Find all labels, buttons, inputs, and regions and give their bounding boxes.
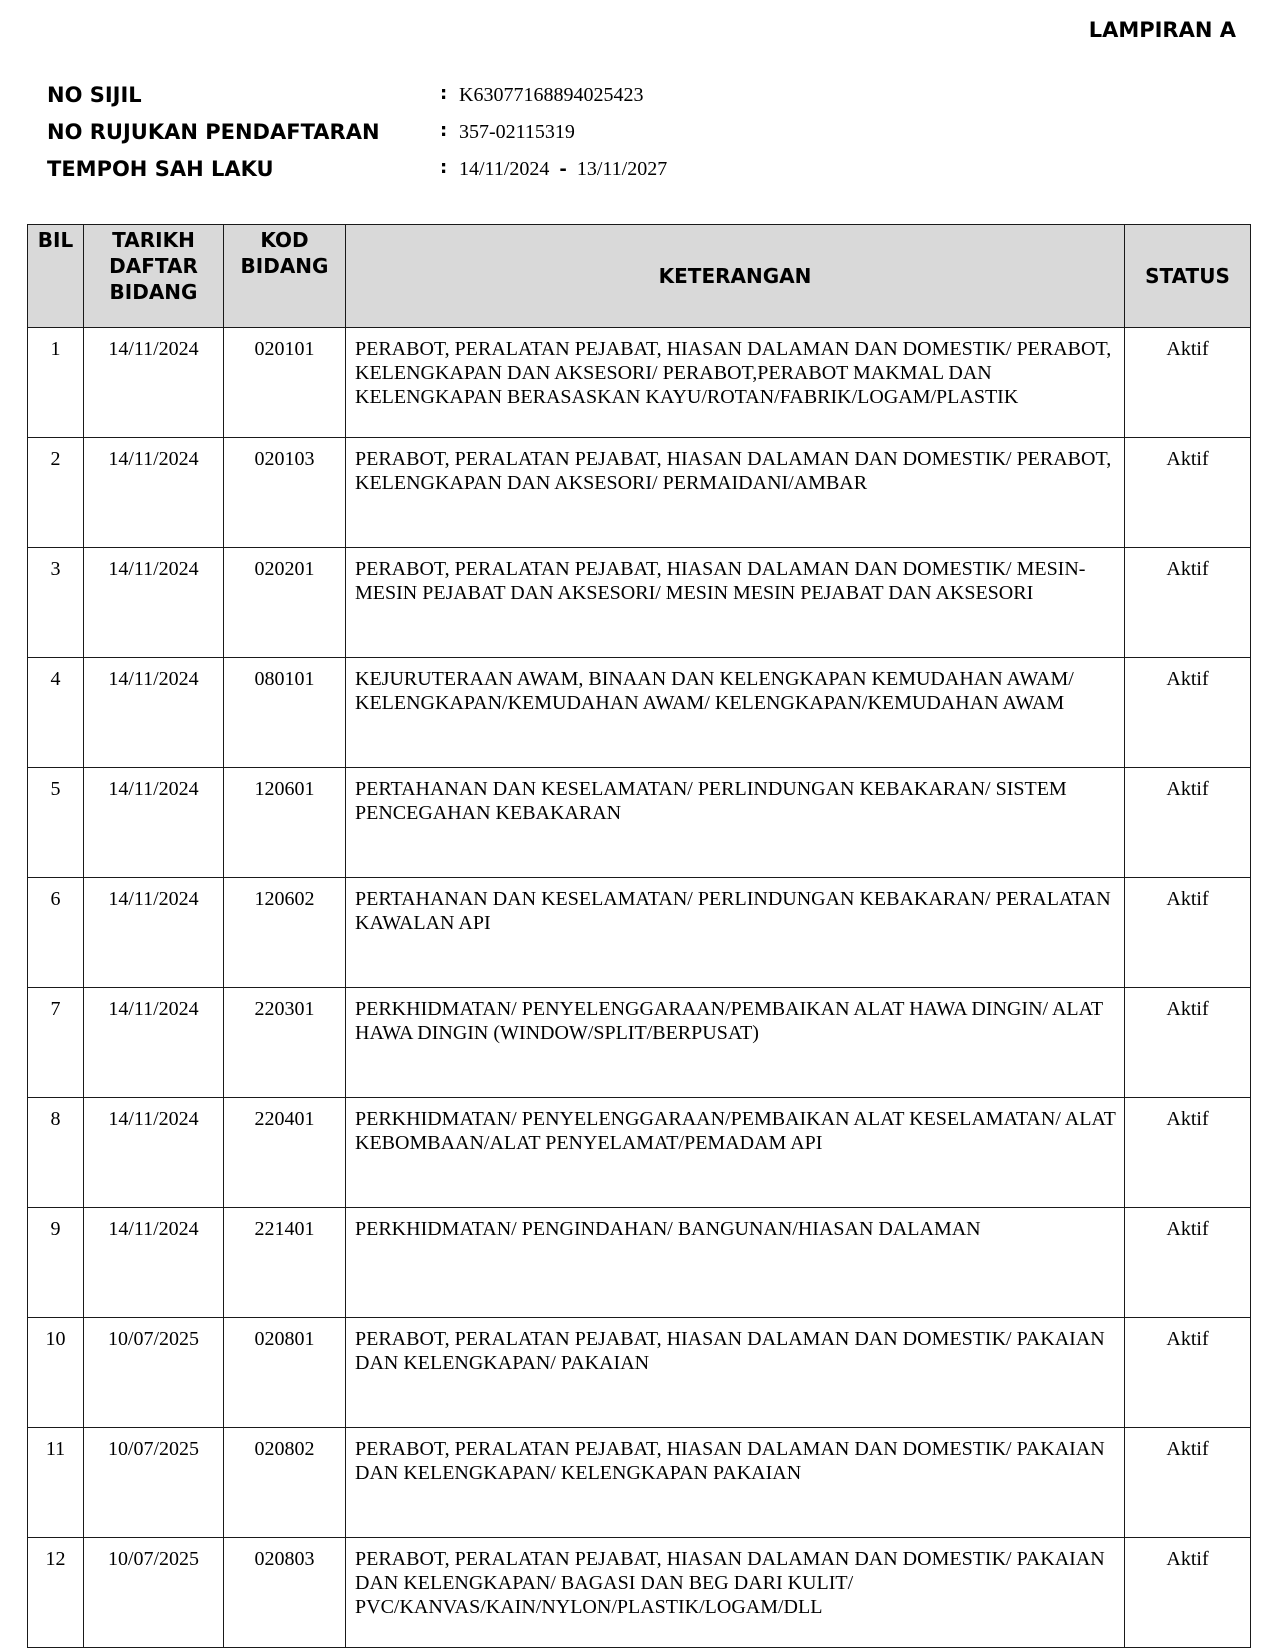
cell-bil: 12 — [28, 1538, 84, 1648]
cell-bil: 10 — [28, 1318, 84, 1428]
cell-tarikh: 14/11/2024 — [84, 878, 224, 988]
cell-keterangan: PERABOT, PERALATAN PEJABAT, HIASAN DALAMAN DAN DOMESTIK/ PAKAIAN DAN KELENGKAPAN/ BAGASI DAN BEG DARI KULIT/ PVC/KANVAS/KAIN/NYLON/PLASTIK/LOGAM/DLL — [346, 1538, 1125, 1648]
cell-kod: 020801 — [224, 1318, 346, 1428]
cell-tarikh: 14/11/2024 — [84, 1208, 224, 1318]
cell-bil: 2 — [28, 438, 84, 548]
header-tarikh: TARIKH DAFTAR BIDANG — [84, 225, 224, 328]
cell-bil: 1 — [28, 328, 84, 438]
header-kod: KOD BIDANG — [224, 225, 346, 328]
table-row — [28, 1208, 1251, 1318]
info-row-no-rujukan — [47, 120, 827, 156]
cell-kod: 020802 — [224, 1428, 346, 1538]
table-row — [28, 988, 1251, 1098]
cell-keterangan: PERTAHANAN DAN KESELAMATAN/ PERLINDUNGAN KEBAKARAN/ SISTEM PENCEGAHAN KEBAKARAN — [346, 768, 1125, 878]
tempoh-start-date: 14/11/2024 — [459, 158, 550, 180]
no-rujukan-label: NO RUJUKAN PENDAFTARAN — [47, 120, 380, 144]
cell-status: Aktif — [1125, 658, 1251, 768]
cell-bil: 7 — [28, 988, 84, 1098]
tempoh-colon: : — [440, 157, 448, 178]
cell-bil: 6 — [28, 878, 84, 988]
cell-tarikh: 14/11/2024 — [84, 328, 224, 438]
cell-status: Aktif — [1125, 1538, 1251, 1648]
cell-bil: 5 — [28, 768, 84, 878]
cell-keterangan: PERABOT, PERALATAN PEJABAT, HIASAN DALAMAN DAN DOMESTIK/ MESIN-MESIN PEJABAT DAN AKSESORI/ MESIN MESIN PEJABAT DAN AKSESORI — [346, 548, 1125, 658]
table-row — [28, 328, 1251, 438]
cell-kod: 020201 — [224, 548, 346, 658]
cell-tarikh: 14/11/2024 — [84, 438, 224, 548]
cell-keterangan: PERTAHANAN DAN KESELAMATAN/ PERLINDUNGAN KEBAKARAN/ PERALATAN KAWALAN API — [346, 878, 1125, 988]
header-keterangan: KETERANGAN — [346, 225, 1125, 328]
cell-status: Aktif — [1125, 1318, 1251, 1428]
cell-tarikh: 10/07/2025 — [84, 1318, 224, 1428]
tempoh-separator: - — [559, 159, 567, 180]
cell-kod: 120602 — [224, 878, 346, 988]
tempoh-end-date: 13/11/2027 — [576, 158, 668, 180]
info-row-tempoh — [47, 157, 827, 193]
table-header-row — [28, 225, 1251, 328]
cell-status: Aktif — [1125, 988, 1251, 1098]
header-bil: BIL — [28, 225, 84, 328]
table-row — [28, 1098, 1251, 1208]
table-row — [28, 1318, 1251, 1428]
cell-bil: 4 — [28, 658, 84, 768]
cell-keterangan: PERABOT, PERALATAN PEJABAT, HIASAN DALAMAN DAN DOMESTIK/ PAKAIAN DAN KELENGKAPAN/ KELENGKAPAN PAKAIAN — [346, 1428, 1125, 1538]
cell-kod: 220401 — [224, 1098, 346, 1208]
no-sijil-label: NO SIJIL — [47, 83, 142, 107]
cell-bil: 8 — [28, 1098, 84, 1208]
cell-kod: 220301 — [224, 988, 346, 1098]
cell-tarikh: 10/07/2025 — [84, 1538, 224, 1648]
cell-status: Aktif — [1125, 1098, 1251, 1208]
cell-bil: 3 — [28, 548, 84, 658]
table-row — [28, 548, 1251, 658]
cell-keterangan: PERKHIDMATAN/ PENGINDAHAN/ BANGUNAN/HIASAN DALAMAN — [346, 1208, 1125, 1318]
cell-keterangan: PERKHIDMATAN/ PENYELENGGARAAN/PEMBAIKAN ALAT KESELAMATAN/ ALAT KEBOMBAAN/ALAT PENYELAMAT/PEMADAM API — [346, 1098, 1125, 1208]
cell-keterangan: KEJURUTERAAN AWAM, BINAAN DAN KELENGKAPAN KEMUDAHAN AWAM/ KELENGKAPAN/KEMUDAHAN AWAM/ KELENGKAPAN/KEMUDAHAN AWAM — [346, 658, 1125, 768]
cell-keterangan: PERABOT, PERALATAN PEJABAT, HIASAN DALAMAN DAN DOMESTIK/ PERABOT, KELENGKAPAN DAN AKSESORI/ PERMAIDANI/AMBAR — [346, 438, 1125, 548]
cell-kod: 221401 — [224, 1208, 346, 1318]
cell-keterangan: PERABOT, PERALATAN PEJABAT, HIASAN DALAMAN DAN DOMESTIK/ PERABOT, KELENGKAPAN DAN AKSESORI/ PERABOT,PERABOT MAKMAL DAN KELENGKAPAN BERASASKAN KAYU/ROTAN/FABRIK/LOGAM/PLASTIK — [346, 328, 1125, 438]
cell-status: Aktif — [1125, 438, 1251, 548]
tempoh-value — [459, 158, 667, 181]
cell-status: Aktif — [1125, 878, 1251, 988]
cell-tarikh: 14/11/2024 — [84, 1098, 224, 1208]
tempoh-label: TEMPOH SAH LAKU — [47, 157, 274, 181]
cell-status: Aktif — [1125, 548, 1251, 658]
cell-kod: 020103 — [224, 438, 346, 548]
table-row — [28, 438, 1251, 548]
no-rujukan-value: 357-02115319 — [459, 121, 575, 143]
table-row — [28, 1428, 1251, 1538]
cell-status: Aktif — [1125, 1428, 1251, 1538]
cell-kod: 020803 — [224, 1538, 346, 1648]
registration-table — [27, 224, 1251, 1648]
cell-bil: 11 — [28, 1428, 84, 1538]
table-row — [28, 878, 1251, 988]
cell-tarikh: 14/11/2024 — [84, 988, 224, 1098]
cell-kod: 020101 — [224, 328, 346, 438]
cell-status: Aktif — [1125, 1208, 1251, 1318]
cell-tarikh: 10/07/2025 — [84, 1428, 224, 1538]
cell-bil: 9 — [28, 1208, 84, 1318]
cell-kod: 080101 — [224, 658, 346, 768]
no-sijil-value: K63077168894025423 — [459, 84, 644, 106]
table-row — [28, 768, 1251, 878]
no-rujukan-colon: : — [440, 120, 448, 141]
header-status: STATUS — [1125, 225, 1251, 328]
cell-tarikh: 14/11/2024 — [84, 658, 224, 768]
table-row — [28, 658, 1251, 768]
cell-tarikh: 14/11/2024 — [84, 768, 224, 878]
cell-keterangan: PERKHIDMATAN/ PENYELENGGARAAN/PEMBAIKAN ALAT HAWA DINGIN/ ALAT HAWA DINGIN (WINDOW/SPLIT/BERPUSAT) — [346, 988, 1125, 1098]
no-sijil-colon: : — [440, 83, 448, 104]
cell-keterangan: PERABOT, PERALATAN PEJABAT, HIASAN DALAMAN DAN DOMESTIK/ PAKAIAN DAN KELENGKAPAN/ PAKAIAN — [346, 1318, 1125, 1428]
cell-kod: 120601 — [224, 768, 346, 878]
info-row-no-sijil — [47, 83, 827, 119]
appendix-label: LAMPIRAN A — [1088, 18, 1236, 42]
cell-status: Aktif — [1125, 328, 1251, 438]
cell-status: Aktif — [1125, 768, 1251, 878]
cell-tarikh: 14/11/2024 — [84, 548, 224, 658]
table-row — [28, 1538, 1251, 1648]
